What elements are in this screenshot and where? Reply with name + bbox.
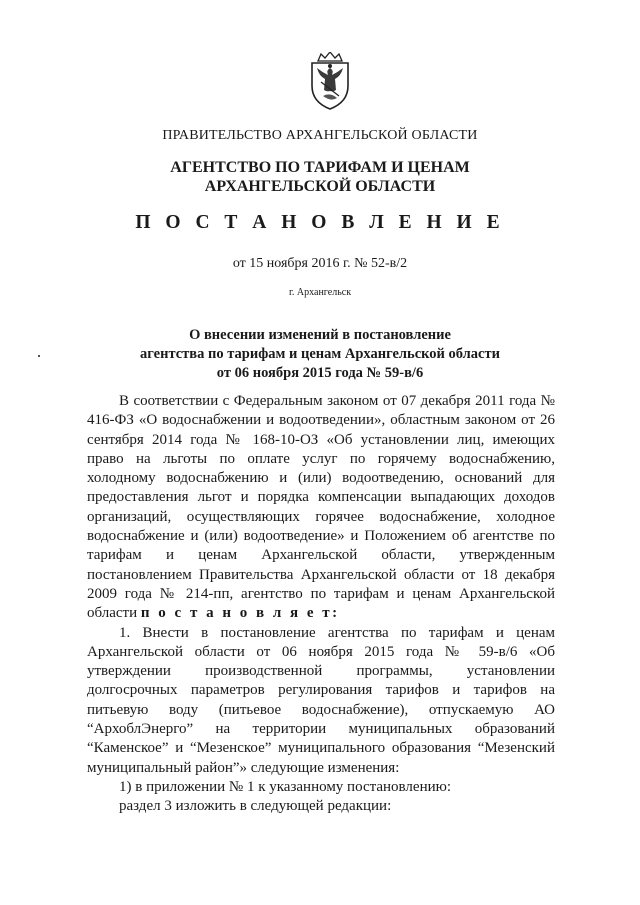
item-1-1-paragraph: 1) в приложении № 1 к указанному постановлению: [119, 778, 451, 795]
coat-of-arms-icon [305, 52, 355, 110]
preamble-text: В соответствии с Федеральным законом от 07 декабря 2011 года № 416-ФЗ «О водоснабжении и водоотведении», областным законом от 26 сентября 2014 года № 168-10-ОЗ «Об установлении лиц, имеющих право на льготы по оплате услуг по горячему водоснабжению, холодному водоснабжению и (или) водоотведению, оснований для предоставления льгот и порядка компенсации выпадающих доходов организаций, осуществляющих горячее водоснабжение, холодное водоснабжение и (или) водоотведение» и Положением об агентстве по тарифам и ценам Архангельской области, утвержденным постановлением Правительства Архангельской области от 18 декабря 2009 года № 214-пп, агентство по тарифам и ценам Архангельской области [87, 393, 555, 622]
decree-subject [0, 326, 640, 383]
agency-name [0, 158, 640, 196]
item-1-paragraph: 1. Внести в постановление агентства по тарифам и ценам Архангельской области от 06 ноября 2015 года № 59-в/6 «Об утверждении производственной программы, установлении долгосрочных параметров регулирования тарифов и тарифов на питьевую воду (питьевое водоснабжение), отпускаемую АО “АрхоблЭнерго” на территории муниципальных образований “Каменское” и “Мезенское” муниципального образования “Мезенский муниципальный район”» следующие изменения: [87, 624, 555, 776]
agency-name-line1: АГЕНТСТВО ПО ТАРИФАМ И ЦЕНАМ [170, 159, 470, 176]
preamble-paragraph [87, 392, 555, 624]
decrees-word: п о с т а н о в л я е т: [140, 605, 340, 622]
subject-line2: агентства по тарифам и ценам Архангельской области [140, 346, 500, 362]
decree-title: П О С Т А Н О В Л Е Н И Е [135, 212, 505, 233]
item-1-1-a-paragraph: раздел 3 изложить в следующей редакции: [119, 798, 392, 815]
decree-date: от 15 ноября 2016 г. № 52-в/2 [232, 256, 408, 271]
subject-line3: от 06 ноября 2015 года № 59-в/6 [216, 365, 424, 381]
subject-line1: О внесении изменений в постановление [189, 327, 451, 343]
margin-mark [38, 355, 40, 357]
government-name: ПРАВИТЕЛЬСТВО АРХАНГЕЛЬСКОЙ ОБЛАСТИ [162, 128, 478, 143]
agency-name-line2: АРХАНГЕЛЬСКОЙ ОБЛАСТИ [204, 178, 436, 195]
decree-body [87, 392, 555, 817]
decree-city: г. Архангельск [288, 287, 352, 298]
